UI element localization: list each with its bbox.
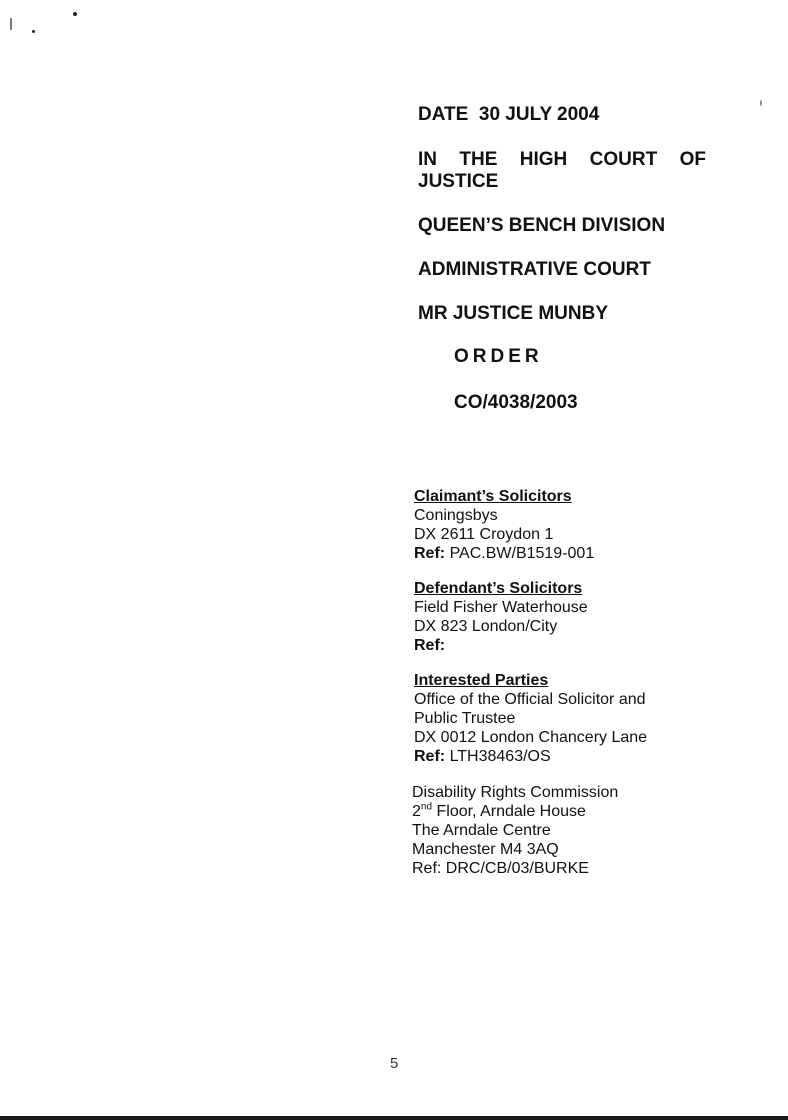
scan-speck <box>760 100 762 106</box>
defendant-solicitors <box>414 579 588 655</box>
interested-parties <box>414 671 647 766</box>
drc-floor <box>412 802 618 821</box>
drc-ref: Ref: DRC/CB/03/BURKE <box>412 860 589 877</box>
scan-speck <box>10 18 12 30</box>
interested-line-1: Office of the Official Solicitor and <box>414 691 646 708</box>
division: QUEEN’S BENCH DIVISION <box>418 215 666 236</box>
floor-suffix: nd <box>420 801 433 813</box>
order-date <box>418 104 599 126</box>
court-line-2: JUSTICE <box>418 171 499 192</box>
ref-value: PAC.BW/B1519-001 <box>449 545 595 562</box>
case-number: CO/4038/2003 <box>454 392 578 413</box>
claimant-solicitors <box>414 487 594 563</box>
order-title: ORDER <box>454 346 543 367</box>
court-word: IN <box>418 149 437 170</box>
drc-address <box>412 783 618 878</box>
scan-speck <box>73 12 77 16</box>
scan-speck <box>32 30 35 33</box>
ref-label: Ref: <box>414 637 446 654</box>
date-label: DATE <box>418 104 469 125</box>
floor-number: 2 <box>412 803 421 820</box>
interested-title: Interested Parties <box>414 672 549 689</box>
drc-name: Disability Rights Commission <box>412 784 619 801</box>
defendant-name: Field Fisher Waterhouse <box>414 599 588 616</box>
claimant-title: Claimant’s Solicitors <box>414 488 572 505</box>
court-word: COURT <box>589 149 658 170</box>
scan-bottom-edge <box>0 1116 788 1120</box>
interested-dx: DX 0012 London Chancery Lane <box>414 729 648 746</box>
interested-line-2: Public Trustee <box>414 710 516 727</box>
claimant-name: Coningsbys <box>414 507 498 524</box>
drc-city: Manchester M4 3AQ <box>412 841 559 858</box>
court-word: THE <box>459 149 498 170</box>
court-word: HIGH <box>519 149 568 170</box>
drc-centre: The Arndale Centre <box>412 822 551 839</box>
court: ADMINISTRATIVE COURT <box>418 259 651 280</box>
page-number: 5 <box>390 1055 399 1072</box>
court-word: OF <box>679 149 706 170</box>
claimant-dx: DX 2611 Croydon 1 <box>414 526 554 543</box>
court-name <box>418 149 706 193</box>
ref-label: Ref: <box>414 748 446 765</box>
defendant-ref <box>414 636 588 655</box>
ref-value: LTH38463/OS <box>449 748 551 765</box>
date-value: 30 JULY 2004 <box>478 104 600 125</box>
defendant-dx: DX 823 London/City <box>414 618 558 635</box>
claimant-ref <box>414 544 594 563</box>
floor-rest: Floor, Arndale House <box>436 803 586 820</box>
interested-ref <box>414 747 647 766</box>
ref-label: Ref: <box>414 545 446 562</box>
defendant-title: Defendant’s Solicitors <box>414 580 583 597</box>
court-line-1 <box>418 149 706 171</box>
judge: MR JUSTICE MUNBY <box>418 303 609 324</box>
